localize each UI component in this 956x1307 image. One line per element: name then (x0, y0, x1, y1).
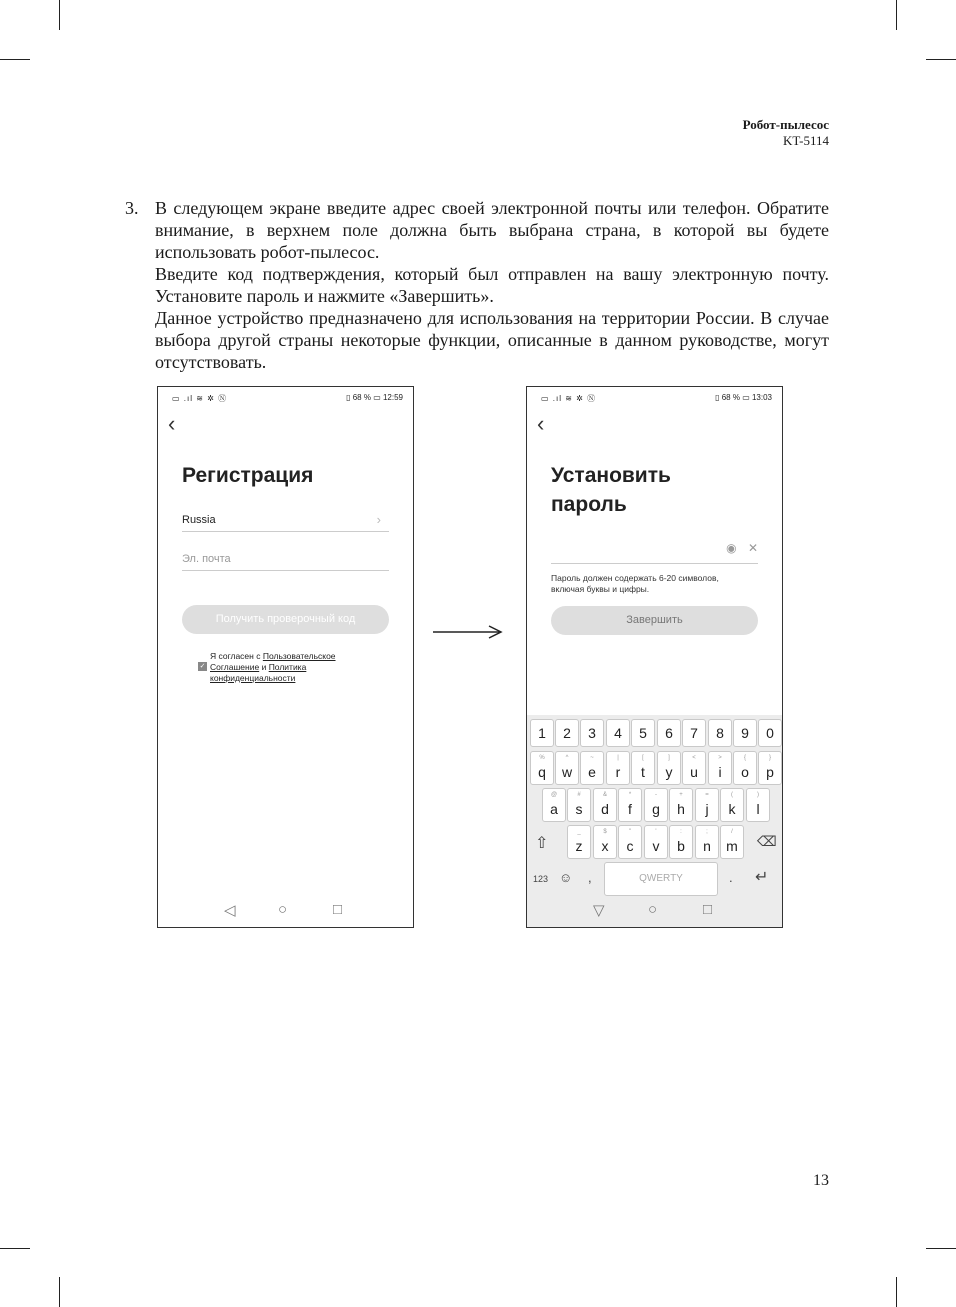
key-6[interactable]: 6 (657, 719, 681, 747)
privacy-policy-link[interactable]: конфиденциальности (210, 673, 296, 683)
key-main: o (741, 764, 749, 780)
key-sub: & (602, 792, 607, 798)
key-q[interactable] (530, 751, 554, 785)
emoji-icon[interactable]: ☺ (559, 870, 573, 885)
key-o[interactable] (733, 751, 757, 785)
key-a[interactable] (542, 788, 566, 822)
key-s[interactable] (567, 788, 591, 822)
nav-home-icon[interactable]: ○ (278, 901, 288, 918)
key-main: i (718, 764, 722, 780)
key-main: f (628, 801, 632, 817)
key-main: n (703, 838, 711, 854)
key-sub: $ (603, 829, 607, 835)
key-c[interactable] (618, 825, 642, 859)
key-sub: ; (706, 829, 708, 835)
key-main: m (726, 838, 738, 854)
crop-mark (0, 1248, 30, 1249)
back-arrow-icon[interactable]: ‹ (168, 411, 176, 436)
key-x[interactable] (593, 825, 617, 859)
key-sub: < (692, 755, 696, 761)
key-main: l (756, 801, 760, 817)
key-sub: > (718, 755, 722, 761)
key-k[interactable] (720, 788, 744, 822)
key-sub: = (705, 792, 709, 798)
page-number: 13 (813, 1172, 829, 1189)
key-main: d (601, 801, 609, 817)
hint-line: Пароль должен содержать 6-20 символов, (551, 573, 719, 583)
space-key[interactable] (604, 862, 718, 896)
status-time: ▯ 68 % ▭ 12:59 (346, 393, 403, 402)
password-hint (551, 573, 719, 595)
key-e[interactable] (580, 751, 604, 785)
key-g[interactable] (644, 788, 668, 822)
key-sub: ( (731, 792, 733, 798)
page-title: Регистрация (182, 464, 314, 487)
status-time: ▯ 68 % ▭ 13:03 (715, 393, 772, 402)
key-l[interactable] (746, 788, 770, 822)
nav-back-icon[interactable]: ◁ (224, 902, 236, 919)
key-8[interactable]: 8 (708, 719, 732, 747)
key-sub: ^ (565, 755, 569, 761)
key-m[interactable] (720, 825, 744, 859)
key-sub: ~ (590, 755, 594, 761)
key-d[interactable] (593, 788, 617, 822)
key-sub: [ (642, 755, 644, 761)
email-input[interactable] (182, 548, 389, 571)
key-sub: _ (577, 829, 581, 835)
title-line: пароль (551, 493, 627, 516)
key-sub: : (680, 829, 682, 835)
key-sub: + (679, 792, 683, 798)
paragraph: Данное устройство предназначено для использования на территории России. В случае выбора другой страны некоторые функции, описанные в данном руководстве, могут отсутствовать. (155, 308, 829, 372)
key-n[interactable] (695, 825, 719, 859)
set-password-screenshot (526, 386, 783, 928)
status-bar (541, 393, 772, 405)
num-toggle-key[interactable]: 123 (533, 874, 549, 884)
key-j[interactable] (695, 788, 719, 822)
key-main: k (728, 801, 736, 817)
key-sub: # (577, 792, 581, 798)
key-sub: * (628, 792, 632, 798)
key-main: q (538, 764, 546, 780)
key-main: c (626, 838, 634, 854)
key-main: v (652, 838, 660, 854)
crop-mark (59, 0, 60, 30)
nav-recent-icon[interactable]: □ (703, 901, 713, 918)
key-main: g (652, 801, 660, 817)
title-line: Установить (551, 464, 671, 487)
key-sub: } (768, 755, 771, 761)
key-main: r (615, 764, 621, 780)
key-f[interactable] (618, 788, 642, 822)
backspace-icon[interactable]: ⌫ (757, 833, 777, 849)
key-7[interactable]: 7 (682, 719, 706, 747)
key-i[interactable] (708, 751, 732, 785)
country-selector[interactable] (182, 509, 389, 532)
crop-mark (926, 1248, 956, 1249)
key-z[interactable] (567, 825, 591, 859)
key-sub: @ (550, 792, 558, 798)
nav-home-icon[interactable]: ○ (648, 901, 658, 918)
crop-mark (926, 59, 956, 60)
key-sub: % (539, 755, 545, 761)
email-placeholder: Эл. почта (182, 553, 231, 565)
key-y[interactable] (657, 751, 681, 785)
key-comma[interactable]: , (588, 870, 592, 885)
paragraph: Введите код подтверждения, который был отправлен на вашу электронную почту. Установите пароль и нажмите «Завершить». (155, 264, 829, 306)
chevron-right-icon: › (376, 512, 381, 527)
key-main: z (575, 838, 583, 854)
key-h[interactable] (669, 788, 693, 822)
key-t[interactable] (631, 751, 655, 785)
key-0[interactable]: 0 (758, 719, 782, 747)
key-sub: ' (655, 829, 657, 835)
key-1[interactable]: 1 (530, 719, 554, 747)
key-sub: ] (668, 755, 670, 761)
key-b[interactable] (669, 825, 693, 859)
key-main: p (766, 764, 774, 780)
key-sub: " (628, 829, 632, 835)
key-main: y (665, 764, 673, 780)
key-main: u (690, 764, 698, 780)
key-3[interactable]: 3 (580, 719, 604, 747)
agree-text: Я согласен с (210, 651, 261, 661)
paragraph: В следующем экране введите адрес своей электронной почты или телефон. Обратите внимание, в верхнем поле должна быть выбрана страна, в которой вы будете использовать робот-пылесос. (155, 198, 829, 262)
key-main: s (575, 801, 583, 817)
crop-mark (59, 1277, 60, 1307)
key-sub: / (731, 829, 733, 835)
key-main: a (550, 801, 558, 817)
crop-mark (896, 1277, 897, 1307)
eye-icon[interactable]: ◉ (726, 541, 737, 555)
key-main: t (641, 764, 645, 780)
running-header (743, 117, 829, 149)
key-w[interactable] (555, 751, 579, 785)
key-sub: { (743, 755, 746, 761)
space-label: QWERTY (639, 873, 683, 884)
status-icons: ▭ .ıl ≋ ✲ Ⓝ (172, 394, 228, 403)
crop-mark (0, 59, 30, 60)
key-5[interactable]: 5 (631, 719, 655, 747)
key-u[interactable] (682, 751, 706, 785)
key-main: e (588, 764, 596, 780)
key-main: j (705, 801, 709, 817)
hint-line: включая буквы и цифры. (551, 584, 650, 594)
enter-icon[interactable]: ↵ (755, 869, 769, 886)
key-sub: - (655, 792, 657, 798)
key-p[interactable] (758, 751, 782, 785)
key-main: b (677, 838, 685, 854)
agreement (198, 651, 388, 684)
crop-mark (896, 0, 897, 30)
nav-bar (158, 901, 413, 921)
registration-screenshot (157, 386, 414, 928)
and-text: и (261, 662, 267, 672)
key-9[interactable]: 9 (733, 719, 757, 747)
arrow-right-icon (433, 624, 503, 640)
status-icons: ▭ .ıl ≋ ✲ Ⓝ (541, 394, 597, 403)
key-main: h (677, 801, 685, 817)
key-sub: ) (757, 792, 759, 798)
page-title (551, 461, 671, 519)
model-number: KT-5114 (783, 133, 829, 148)
user-agreement-link[interactable]: Соглашение (210, 662, 260, 672)
checkbox[interactable]: ✓ (199, 663, 206, 670)
key-v[interactable] (644, 825, 668, 859)
nav-recent-icon[interactable]: □ (333, 901, 343, 918)
key-main: w (561, 764, 573, 780)
key-main: x (601, 838, 609, 854)
nav-bar (527, 901, 782, 921)
clear-icon[interactable]: ✕ (747, 541, 758, 555)
key-4[interactable]: 4 (606, 719, 630, 747)
password-field-icons (726, 541, 758, 555)
key-sub: | (617, 755, 619, 761)
country-value: Russia (182, 514, 216, 526)
key-2[interactable]: 2 (555, 719, 579, 747)
step-number: 3. (125, 198, 139, 218)
keyboard (527, 715, 782, 927)
status-bar (172, 393, 403, 405)
key-period[interactable]: . (729, 870, 733, 885)
product-name: Робот-пылесос (742, 117, 829, 132)
key-r[interactable] (606, 751, 630, 785)
instruction-step (125, 197, 829, 373)
nav-back-icon[interactable]: ▽ (593, 902, 605, 919)
shift-icon[interactable]: ⇧ (535, 835, 549, 852)
finish-button[interactable]: Завершить (551, 606, 758, 635)
get-code-button[interactable]: Получить проверочный код (182, 605, 389, 634)
user-agreement-link[interactable]: Пользовательское (262, 651, 336, 661)
back-arrow-icon[interactable]: ‹ (537, 411, 545, 436)
privacy-policy-link[interactable]: Политика (268, 662, 307, 672)
